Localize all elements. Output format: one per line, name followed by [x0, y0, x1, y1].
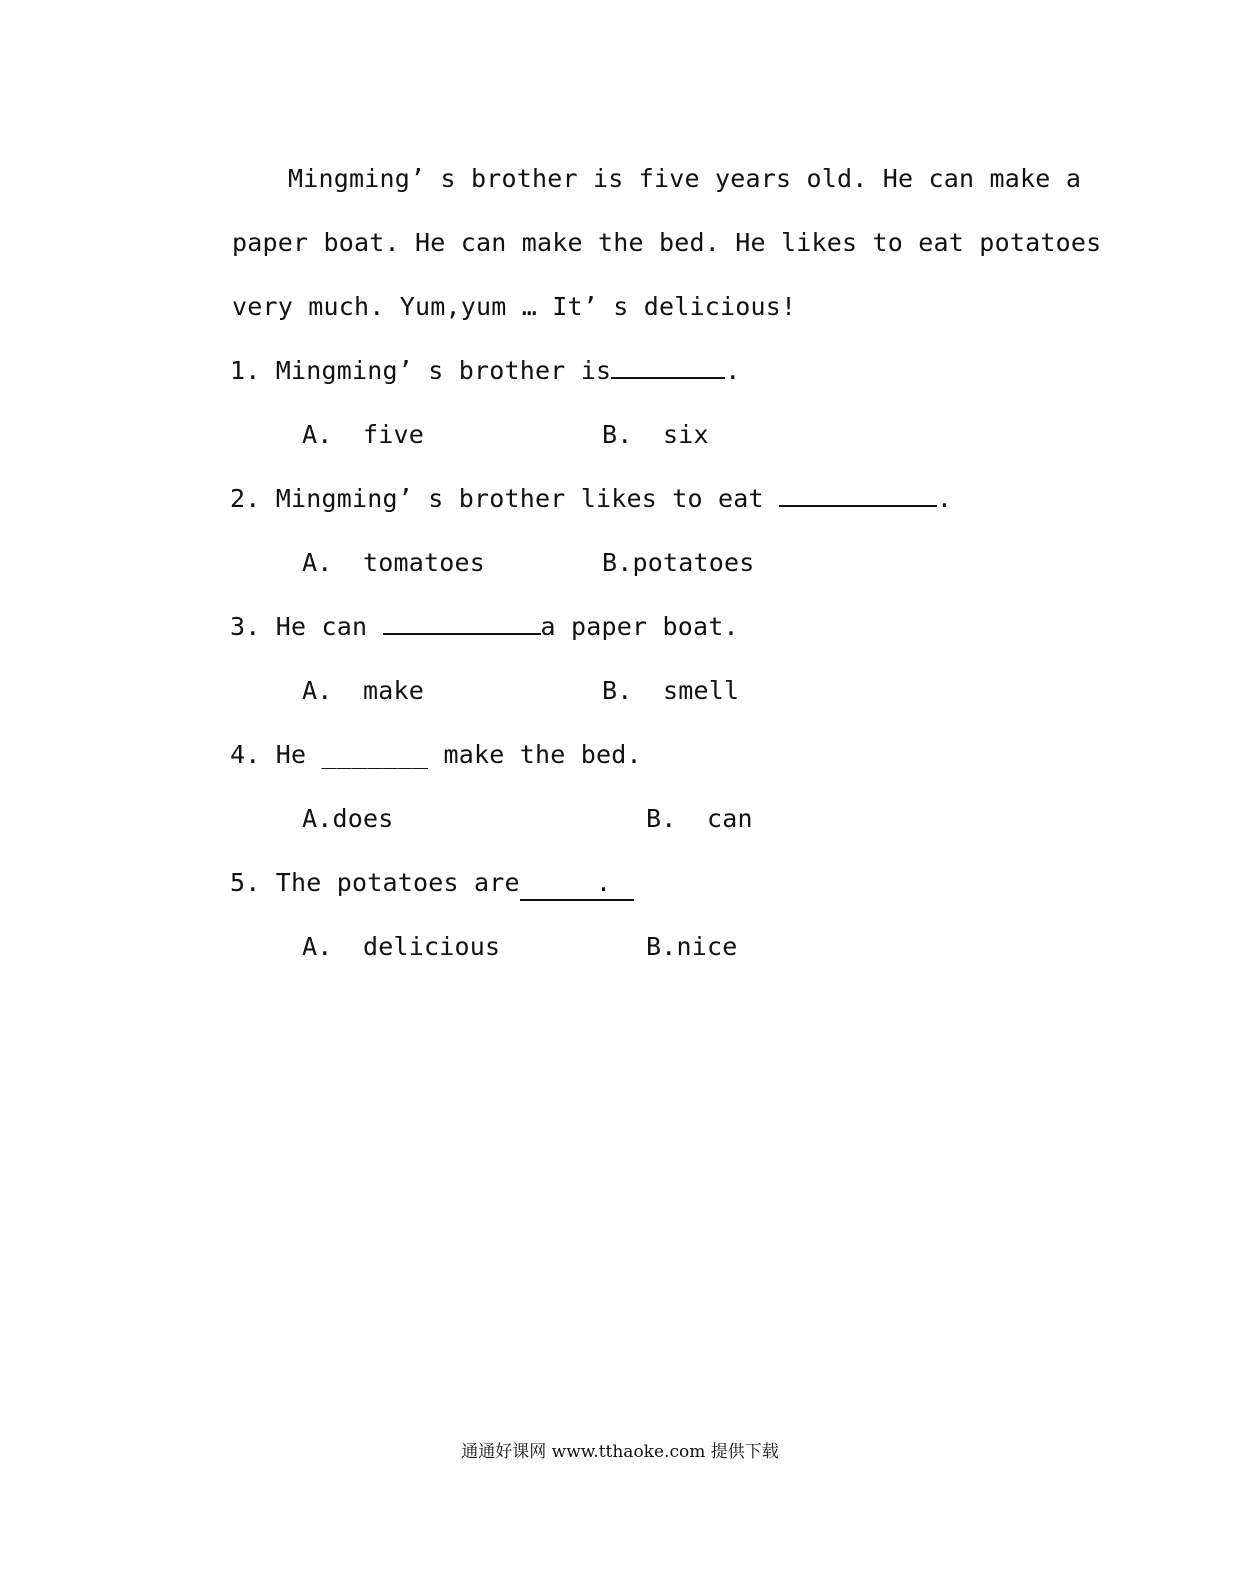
- question-4-option-b: B. can: [646, 804, 753, 833]
- question-4-option-a: A.does: [302, 804, 394, 833]
- question-3-stem: [230, 611, 739, 643]
- question-1-option-a: A. five: [302, 420, 425, 449]
- question-5-option-b: B.nice: [646, 932, 738, 961]
- question-2-text: 2. Mingming’ s brother likes to eat: [230, 484, 780, 513]
- question-2-option-b: B.potatoes: [602, 548, 755, 577]
- question-2-stem: [230, 483, 952, 515]
- passage-line-2: paper boat. He can make the bed. He likes to eat potatoes: [232, 228, 1102, 257]
- question-3-text: 3. He can: [230, 612, 383, 641]
- question-5-text: 5. The potatoes are: [230, 868, 520, 897]
- question-3-option-b: B. smell: [602, 676, 740, 705]
- question-1-text: 1. Mingming’ s brother is: [230, 356, 612, 385]
- question-1-stem: [230, 355, 741, 387]
- question-5-option-a: A. delicious: [302, 932, 501, 961]
- answer-blank: .: [520, 867, 634, 901]
- question-4-stem: 4. He _______ make the bed.: [230, 740, 642, 769]
- passage-line-3: very much. Yum,yum … It’ s delicious!: [232, 292, 797, 321]
- question-2-end: .: [937, 484, 953, 513]
- question-3-option-a: A. make: [302, 676, 425, 705]
- question-5-stem: [230, 867, 634, 901]
- answer-blank: [611, 355, 725, 379]
- question-3-end: a paper boat.: [540, 612, 739, 641]
- question-1-end: .: [725, 356, 741, 385]
- answer-blank: [383, 611, 541, 635]
- question-1-option-b: B. six: [602, 420, 709, 449]
- passage-line-1: Mingming’ s brother is five years old. He can make a: [288, 164, 1082, 193]
- footer-source-text: 通通好课网 www.tthaoke.com 提供下载: [461, 1442, 779, 1462]
- question-2-option-a: A. tomatoes: [302, 548, 486, 577]
- answer-blank: [779, 483, 937, 507]
